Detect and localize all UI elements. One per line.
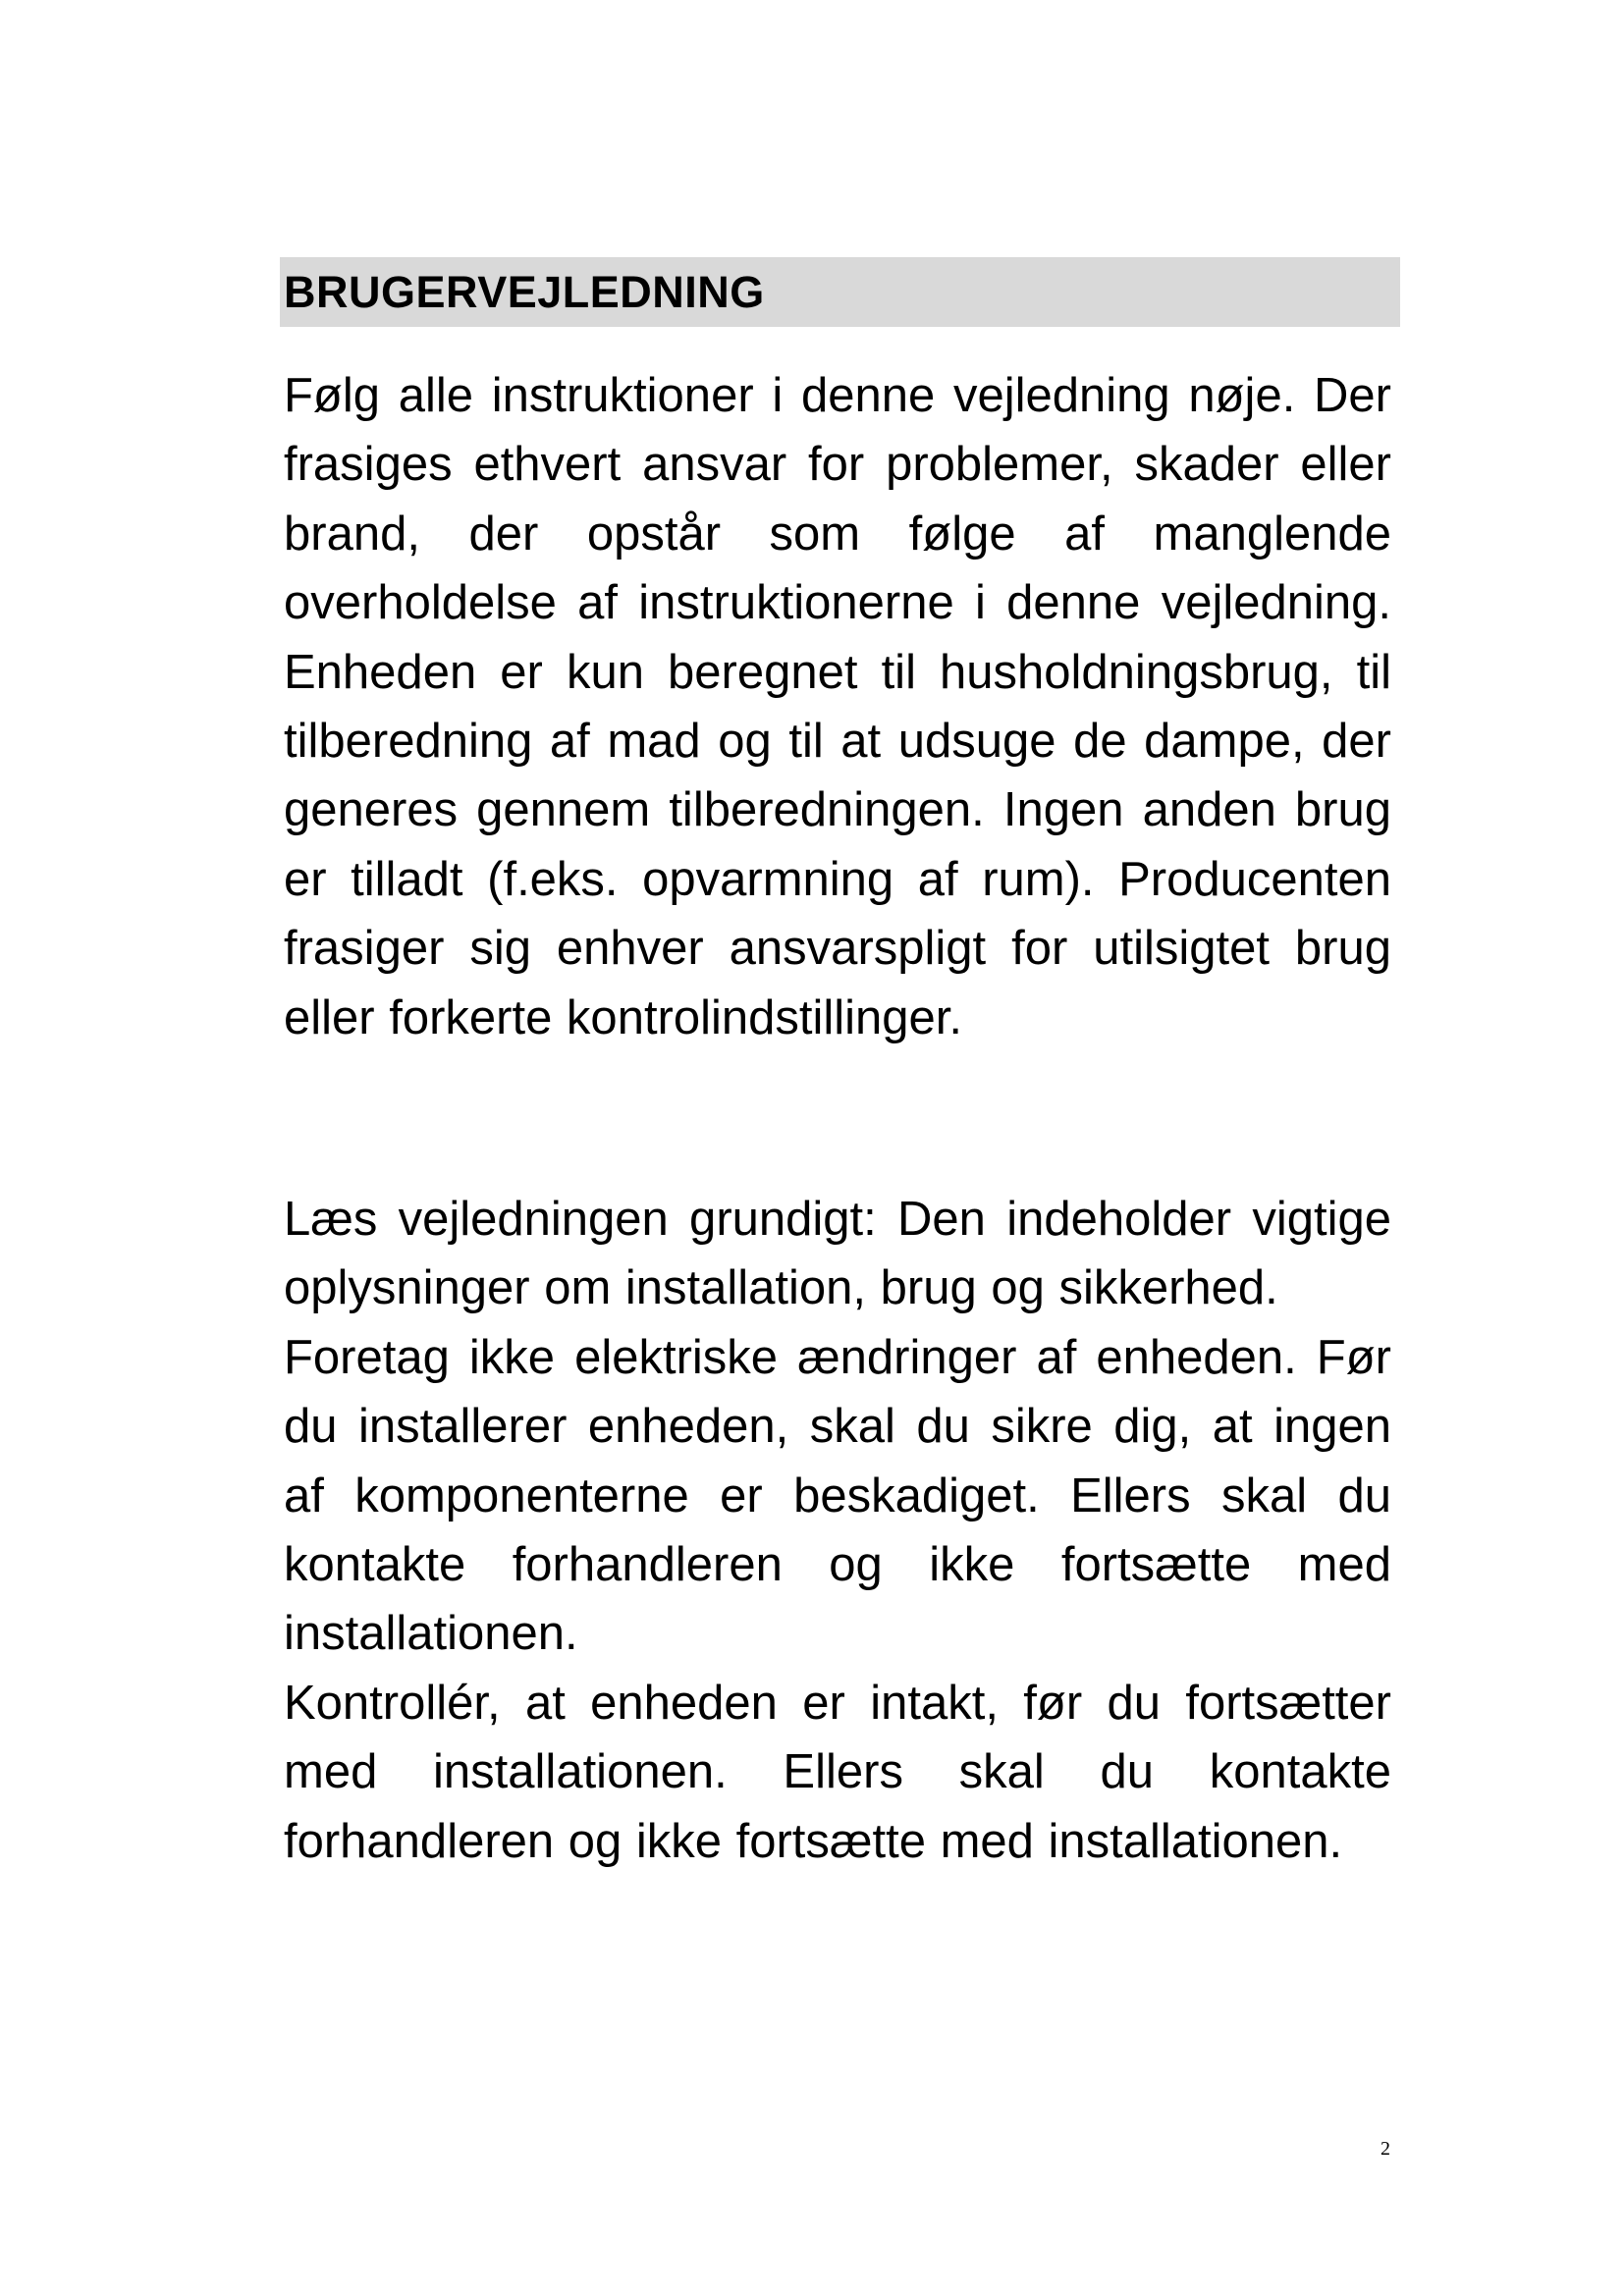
paragraph-read-carefully: Læs vejledningen grundigt: Den indeholder vigtige oplysninger om installation, brug og sikkerhed.: [284, 1193, 1391, 1315]
paragraph-usage-instructions: Følg alle instruktioner i denne vejledning nøje. Der frasiges ethvert ansvar for problemer, skader eller brand, der opstår som følge af manglende overholdelse af instruktionerne i denne vejledning. Enheden er kun beregnet til husholdningsbrug, til tilberedning af mad og til at udsuge de dampe, der generes gennem tilberedningen. Ingen anden brug er tilladt (f.eks. opvarmning af rum). Producenten frasiger sig enhver ansvarspligt for utilsigtet brug eller forkerte kontrolindstillinger.: [284, 369, 1391, 1044]
paragraph-no-electrical-changes: Foretag ikke elektriske ændringer af enheden. Før du installerer enheden, skal du sikre dig, at ingen af komponenterne er beskadiget. Ellers skal du kontakte forhandleren og ikke fortsætte med installationen.: [284, 1330, 1391, 1661]
page-number: 2: [1380, 2138, 1390, 2160]
safety-paragraph-block: [284, 1185, 1391, 1876]
section-heading-bar: [280, 257, 1400, 327]
section-heading: BRUGERVEJLEDNING: [284, 267, 765, 317]
intro-paragraph-block: [284, 361, 1391, 1052]
paragraph-check-intact: Kontrollér, at enheden er intakt, før du fortsætter med installationen. Ellers skal du kontakte forhandleren og ikke fortsætte med installationen.: [284, 1676, 1391, 1868]
